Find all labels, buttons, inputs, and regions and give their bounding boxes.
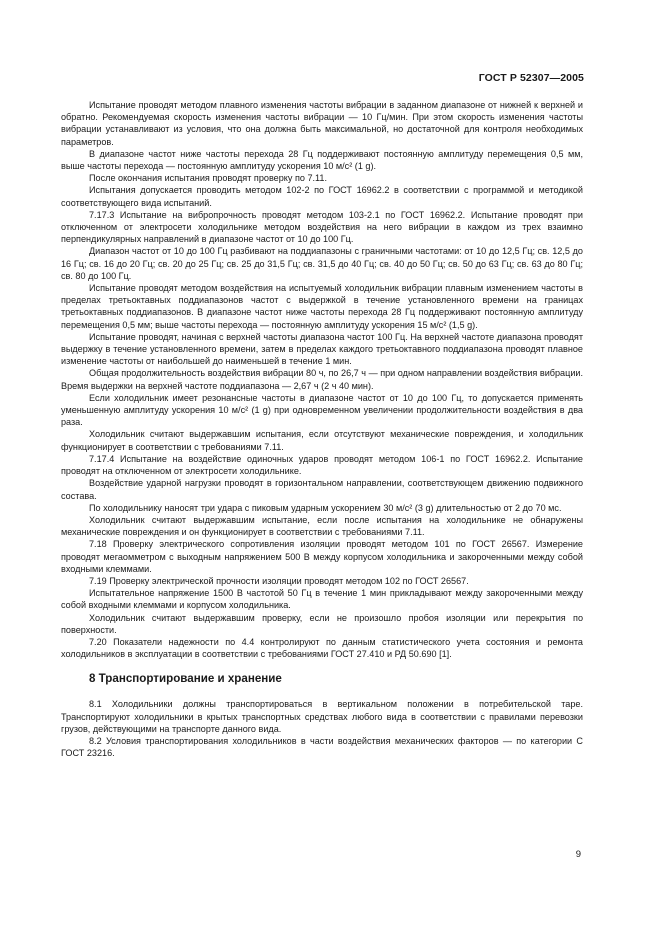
- paragraph: 8.1 Холодильники должны транспортироваться в вертикальном положении в потребительской таре. Транспортируют холодильники в крытых транспортных средствах любого вида в соответствии с правилами перевозки грузов, действующими на транспорте данного вида.: [61, 699, 583, 734]
- paragraph: Испытание проводят методом воздействия на испытуемый холодильник вибрации плавным изменением частоты в пределах третьоктавных поддиапазонов частот с выдержкой в течение установленного времени на границах третьоктавных поддиапазонов. В диапазоне частот ниже частоты перехода 28 Гц поддерживают постоянную амплитуду перемещения 0,5 мм; выше частоты перехода — постоянную амплитуду ускорения 15 м/с² (1,5 g).: [61, 283, 583, 330]
- paragraph: Если холодильник имеет резонансные частоты в диапазоне частот от 10 до 100 Гц, то допускается применять уменьшенную амплитуду ускорения 10 м/с² (1 g) при одновременном увеличении продолжительности воздействия в два раза.: [61, 392, 583, 428]
- paragraph: 7.19 Проверку электрической прочности изоляции проводят методом 102 по ГОСТ 26567.: [89, 575, 469, 586]
- paragraph: Испытание проводят, начиная с верхней частоты диапазона частот 100 Гц. На верхней частоте диапазона проводят выдержку в течение установленного времени, затем в пределах каждого третьоктавного поддиапазона проводят плавное изменение частоты от наибольшей до наименьшей в течение 1 мин.: [61, 331, 583, 367]
- paragraph: Испытания допускается проводить методом 102-2 по ГОСТ 16962.2 в соответствии с программой и методикой соответствующего вида испытаний.: [61, 185, 583, 208]
- paragraph: 7.17.4 Испытание на воздействие одиночных ударов проводят методом 106-1 по ГОСТ 16962.2. Испытание проводят на отключенном от электросети холодильнике.: [61, 453, 583, 477]
- paragraph: Холодильник считают выдержавшим проверку, если не произошло пробоя изоляции или перекрытия по поверхности.: [61, 612, 583, 635]
- paragraph: 7.20 Показатели надежности по 4.4 контролируют по данным статистического учета состояния и ремонта холодильников в эксплуатации в соответствии с требованиями ГОСТ 27.410 и РД 50.690 [1].: [61, 636, 583, 660]
- paragraph: После окончания испытания проводят проверку по 7.11.: [89, 173, 327, 184]
- paragraph: Холодильник считают выдержавшим испытание, если после испытания на холодильнике не обнаружены механические повреждения и он функционирует в соответствии с требованиями 7.11.: [61, 514, 583, 538]
- paragraph: Испытательное напряжение 1500 В частотой 50 Гц в течение 1 мин прикладывают между закороченными между собой входными клеммами и корпусом холодильника.: [61, 588, 583, 611]
- paragraph: 7.17.3 Испытание на вибропрочность проводят методом 103-2.1 по ГОСТ 16962.2. Испытание проводят при отключенном от электросети холодильнике методом воздействия на него вибрации в каждом из трех взаимно перпендикулярных направлений в диапазоне частот от 10 до 100 Гц.: [61, 209, 583, 245]
- paragraph: Воздействие ударной нагрузки проводят в горизонтальном направлении, соответствующем движению подвижного состава.: [61, 478, 583, 501]
- paragraph: По холодильнику наносят три удара с пиковым ударным ускорением 30 м/с² (3 g) длительностью от 2 до 70 мс.: [89, 502, 562, 513]
- paragraph: Холодильник считают выдержавшим испытания, если отсутствуют механические повреждения, и холодильник функционирует в соответствии с требованиями 7.11.: [61, 429, 583, 452]
- paragraph: Диапазон частот от 10 до 100 Гц разбивают на поддиапазоны с граничными частотами: от 10 до 12,5 Гц; св. 12,5 до 16 Гц; св. 16 до 20 Гц; св. 20 до 25 Гц; св. 25 до 31,5 Гц; св. 31,5 до 40 Гц; св. 40 до 50 Гц; св. 50 до 63 Гц; св. 63 до 80 Гц; св. 80 до 100 Гц.: [61, 246, 583, 281]
- paragraph: 7.18 Проверку электрического сопротивления изоляции проводят методом 101 по ГОСТ 26567. Измерение проводят мегаомметром с выходным напряжением 500 В между корпусом холодильника и закороченными между собой входными клеммами.: [61, 539, 583, 574]
- paragraph: 8.2 Условия транспортирования холодильников в части воздействия механических факторов — по категории С ГОСТ 23216.: [61, 735, 583, 759]
- paragraph: Испытание проводят методом плавного изменения частоты вибрации в заданном диапазоне от нижней к верхней и обратно. Рекомендуемая скорость изменения частоты вибрации — 10 Гц/мин. При этом скорость изменения частоты вибрации устанавливают из условия, что она должна быть максимальной, но достаточной для контроля необходимых параметров.: [61, 100, 583, 147]
- paragraph: В диапазоне частот ниже частоты перехода 28 Гц поддерживают постоянную амплитуду перемещения 0,5 мм, выше частоты перехода — постоянную амплитуду ускорения 10 м/с² (1 g).: [61, 148, 583, 172]
- page-number: 9: [575, 849, 581, 860]
- document-id: ГОСТ Р 52307—2005: [478, 72, 584, 84]
- paragraph: Общая продолжительность воздействия вибрации 80 ч, по 26,7 ч — при одном направлении воздействия вибрации. Время выдержки на верхней частоте поддиапазона — 2,67 ч (2 ч 40 мин).: [61, 368, 583, 391]
- section-heading: 8 Транспортирование и хранение: [89, 672, 282, 686]
- body-text: [61, 99, 583, 759]
